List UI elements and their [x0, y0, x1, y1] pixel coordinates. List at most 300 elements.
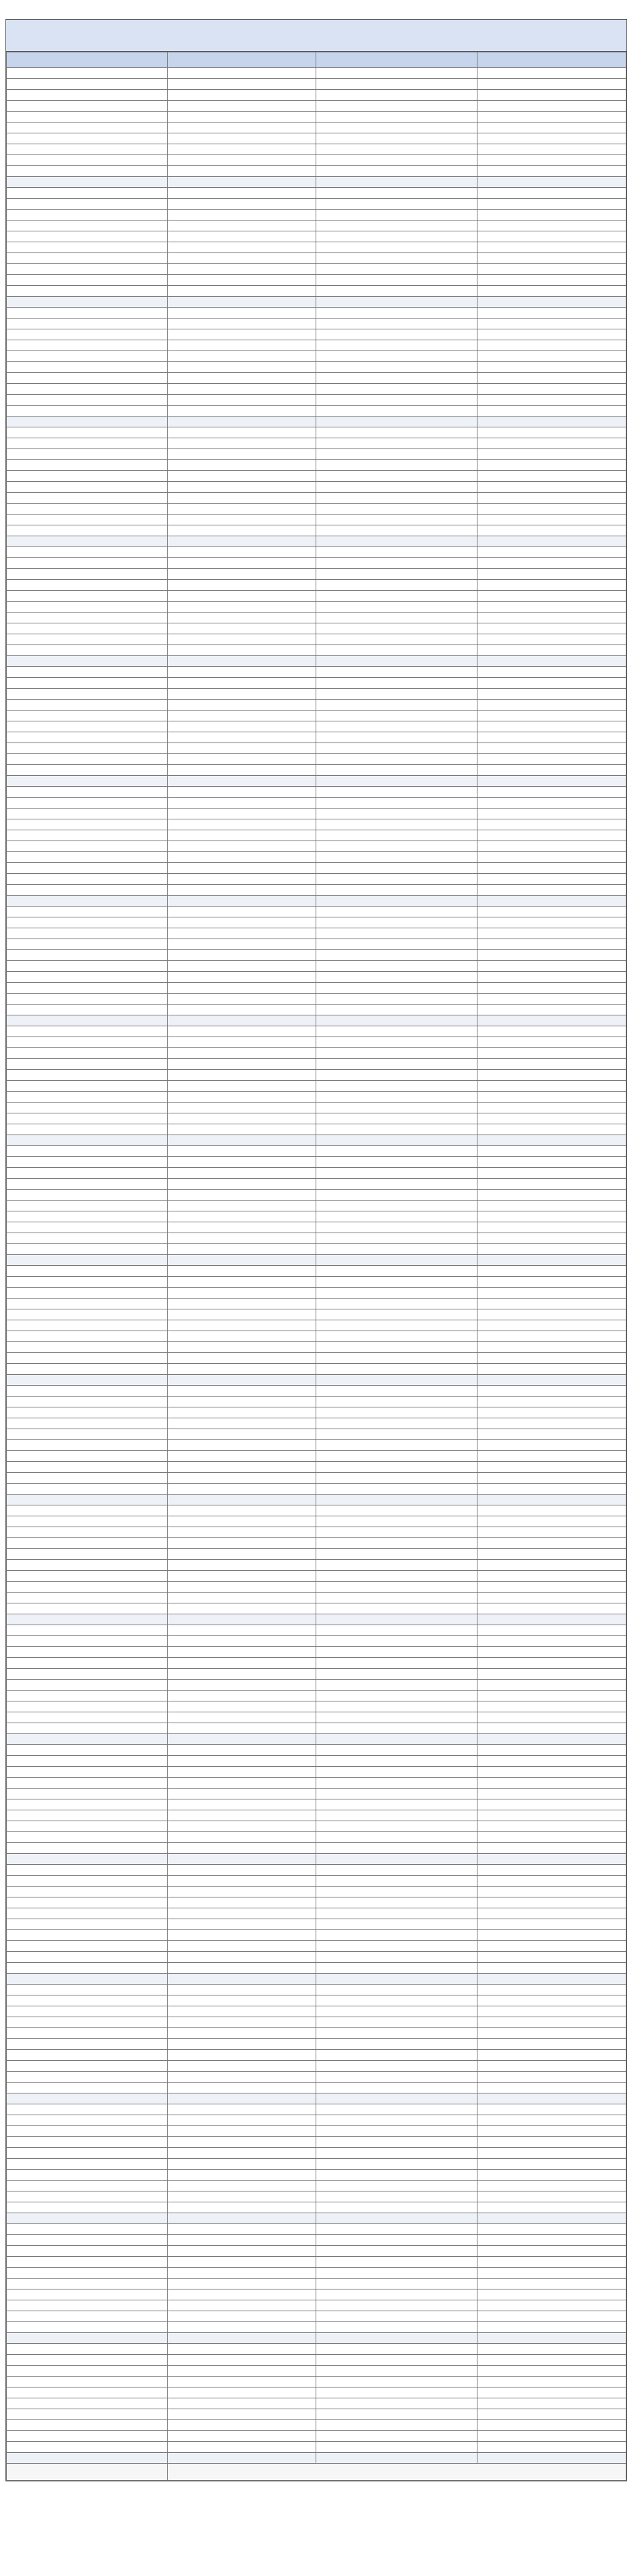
table-cell: [477, 1070, 626, 1081]
table-cell: [167, 101, 316, 112]
table-cell: [316, 2355, 477, 2366]
table-cell: [7, 1375, 168, 1386]
table-cell: [316, 1614, 477, 1625]
table-cell: [477, 1005, 626, 1015]
table-cell: [316, 1124, 477, 1135]
table-cell: [316, 2311, 477, 2322]
table-row: [7, 2202, 626, 2213]
table-cell: [167, 613, 316, 623]
table-cell: [7, 754, 168, 765]
table-cell: [316, 721, 477, 732]
table-cell: [7, 2159, 168, 2170]
table-cell: [477, 2083, 626, 2093]
table-cell: [167, 504, 316, 515]
table-cell: [7, 1407, 168, 1418]
table-row: [7, 2093, 626, 2104]
table-cell: [316, 732, 477, 743]
table-cell: [7, 471, 168, 482]
table-row: [7, 1048, 626, 1059]
table-cell: [477, 1495, 626, 1505]
table-row: [7, 253, 626, 264]
table-cell: [316, 1255, 477, 1266]
table-cell: [316, 1201, 477, 1211]
table-cell: [316, 90, 477, 101]
table-cell: [7, 2377, 168, 2387]
table-cell: [167, 2377, 316, 2387]
table-cell: [167, 928, 316, 939]
table-cell: [477, 667, 626, 678]
table-cell: [477, 1244, 626, 1255]
table-cell: [477, 2409, 626, 2420]
table-row: [7, 188, 626, 199]
table-row: [7, 1364, 626, 1375]
table-cell: [7, 972, 168, 983]
table-cell: [7, 1778, 168, 1789]
table-cell: [7, 2224, 168, 2235]
table-cell: [167, 830, 316, 841]
table-cell: [7, 732, 168, 743]
table-cell: [316, 395, 477, 406]
table-row: [7, 373, 626, 384]
table-cell: [477, 362, 626, 373]
table-row: [7, 1614, 626, 1625]
table-cell: [7, 1691, 168, 1701]
table-row: [7, 2431, 626, 2442]
table-row: [7, 2181, 626, 2191]
table-cell: [477, 1092, 626, 1103]
table-row: [7, 983, 626, 994]
table-cell: [477, 2268, 626, 2279]
table-cell: [477, 1908, 626, 1919]
table-row: [7, 362, 626, 373]
table-cell: [167, 1418, 316, 1429]
table-cell: [316, 1277, 477, 1288]
table-cell: [316, 1157, 477, 1168]
table-row: [7, 329, 626, 340]
table-cell: [7, 2126, 168, 2137]
table-cell: [167, 1636, 316, 1647]
table-cell: [7, 351, 168, 362]
table-cell: [167, 1353, 316, 1364]
table-row: [7, 460, 626, 471]
table-cell: [477, 819, 626, 830]
table-cell: [167, 1222, 316, 1233]
table-row: [7, 656, 626, 667]
table-cell: [316, 2115, 477, 2126]
table-row: [7, 1124, 626, 1135]
table-row: [7, 1233, 626, 1244]
table-cell: [167, 1734, 316, 1745]
table-cell: [477, 406, 626, 417]
table-cell: [477, 1843, 626, 1854]
table-cell: [7, 1745, 168, 1756]
table-cell: [167, 2224, 316, 2235]
table-cell: [316, 525, 477, 536]
table-cell: [316, 1418, 477, 1429]
table-cell: [7, 2409, 168, 2420]
table-cell: [167, 144, 316, 155]
table-cell: [167, 754, 316, 765]
table-cell: [167, 2311, 316, 2322]
table-cell: [316, 961, 477, 972]
table-row: [7, 1658, 626, 1669]
table-row: [7, 798, 626, 809]
table-cell: [316, 1092, 477, 1103]
table-cell: [477, 2148, 626, 2159]
table-cell: [7, 1092, 168, 1103]
table-cell: [477, 874, 626, 885]
table-cell: [7, 1723, 168, 1734]
table-row: [7, 1320, 626, 1331]
table-row: [7, 2257, 626, 2268]
table-cell: [316, 852, 477, 863]
table-cell: [316, 1647, 477, 1658]
table-cell: [167, 417, 316, 427]
table-cell: [7, 1897, 168, 1908]
table-cell: [316, 1320, 477, 1331]
table-row: [7, 1767, 626, 1778]
table-cell: [7, 373, 168, 384]
table-row: [7, 68, 626, 79]
table-cell: [316, 874, 477, 885]
table-cell: [316, 2289, 477, 2300]
table-row: [7, 2159, 626, 2170]
table-cell: [7, 1963, 168, 1974]
table-cell: [316, 2191, 477, 2202]
table-cell: [167, 852, 316, 863]
table-cell: [7, 504, 168, 515]
table-cell: [167, 1070, 316, 1081]
table-cell: [477, 2072, 626, 2083]
table-row: [7, 1081, 626, 1092]
table-cell: [477, 700, 626, 711]
table-row: [7, 1026, 626, 1037]
table-cell: [316, 1309, 477, 1320]
table-row: [7, 2420, 626, 2431]
table-cell: [316, 2409, 477, 2420]
table-row: [7, 2377, 626, 2387]
table-cell: [316, 2268, 477, 2279]
table-cell: [167, 1560, 316, 1571]
table-row: [7, 2028, 626, 2039]
table-cell: [316, 1560, 477, 1571]
table-cell: [477, 1081, 626, 1092]
table-cell: [477, 798, 626, 809]
table-cell: [477, 950, 626, 961]
table-cell: [477, 1789, 626, 1799]
table-cell: [316, 1778, 477, 1789]
table-row: [7, 667, 626, 678]
table-cell: [167, 907, 316, 917]
table-cell: [477, 101, 626, 112]
table-cell: [316, 656, 477, 667]
table-cell: [7, 438, 168, 449]
table-cell: [316, 351, 477, 362]
table-cell: [167, 112, 316, 123]
table-cell: [7, 689, 168, 700]
table-cell: [477, 689, 626, 700]
table-cell: [7, 1625, 168, 1636]
table-cell: [316, 1865, 477, 1876]
table-cell: [7, 896, 168, 907]
table-row: [7, 1734, 626, 1745]
table-cell: [167, 1887, 316, 1897]
table-cell: [167, 1473, 316, 1484]
table-row: [7, 1266, 626, 1277]
table-cell: [167, 2431, 316, 2442]
table-cell: [167, 1233, 316, 1244]
table-row: [7, 1843, 626, 1854]
table-cell: [167, 1288, 316, 1299]
table-cell: [316, 1919, 477, 1930]
table-cell: [316, 1571, 477, 1582]
table-row: [7, 1407, 626, 1418]
table-cell: [477, 1821, 626, 1832]
table-cell: [167, 1103, 316, 1113]
table-row: [7, 536, 626, 547]
table-cell: [167, 1538, 316, 1549]
table-cell: [167, 841, 316, 852]
table-cell: [167, 1092, 316, 1103]
table-cell: [316, 1538, 477, 1549]
table-cell: [477, 2300, 626, 2311]
table-cell: [167, 2159, 316, 2170]
table-cell: [477, 613, 626, 623]
table-cell: [477, 1331, 626, 1342]
table-cell: [7, 1201, 168, 1211]
table-cell: [167, 2115, 316, 2126]
table-cell: [167, 1756, 316, 1767]
table-cell: [7, 874, 168, 885]
table-cell: [316, 1691, 477, 1701]
table-cell: [316, 2235, 477, 2246]
table-cell: [7, 427, 168, 438]
table-cell: [316, 754, 477, 765]
table-cell: [7, 711, 168, 721]
table-cell: [7, 2355, 168, 2366]
table-cell: [167, 1603, 316, 1614]
table-cell: [7, 2061, 168, 2072]
table-cell: [316, 1832, 477, 1843]
table-row: [7, 1603, 626, 1614]
table-row: [7, 1386, 626, 1397]
table-cell: [477, 1887, 626, 1897]
table-row: [7, 819, 626, 830]
table-cell: [167, 2213, 316, 2224]
table-cell: [477, 1397, 626, 1407]
table-cell: [477, 645, 626, 656]
table-row: [7, 689, 626, 700]
table-row: [7, 471, 626, 482]
table-cell: [477, 112, 626, 123]
table-cell: [167, 863, 316, 874]
table-cell: [7, 1037, 168, 1048]
table-cell: [316, 1843, 477, 1854]
table-row: [7, 1756, 626, 1767]
table-cell: [316, 1593, 477, 1603]
table-cell: [477, 438, 626, 449]
table-cell: [477, 340, 626, 351]
table-cell: [477, 1505, 626, 1516]
table-cell: [167, 319, 316, 329]
table-cell: [7, 1320, 168, 1331]
table-row: [7, 275, 626, 286]
table-cell: [167, 798, 316, 809]
table-row: [7, 776, 626, 787]
table-row: [7, 177, 626, 188]
table-cell: [316, 896, 477, 907]
table-row: [7, 2289, 626, 2300]
table-cell: [316, 569, 477, 580]
table-row: [7, 1974, 626, 1985]
table-cell: [167, 133, 316, 144]
table-cell: [7, 1603, 168, 1614]
table-cell: [167, 917, 316, 928]
table-cell: [316, 123, 477, 133]
table-cell: [7, 1876, 168, 1887]
table-cell: [316, 1723, 477, 1734]
table-cell: [477, 1168, 626, 1179]
table-row: [7, 438, 626, 449]
table-row: [7, 79, 626, 90]
table-cell: [167, 602, 316, 613]
table-cell: [167, 2093, 316, 2104]
table-cell: [167, 2268, 316, 2279]
table-cell: [167, 1930, 316, 1941]
table-cell: [477, 329, 626, 340]
table-row: [7, 1342, 626, 1353]
table-cell: [167, 449, 316, 460]
table-row: [7, 634, 626, 645]
table-row: [7, 613, 626, 623]
table-cell: [316, 2300, 477, 2311]
table-cell: [7, 2170, 168, 2181]
table-row: [7, 1484, 626, 1495]
table-cell: [316, 1974, 477, 1985]
table-cell: [167, 286, 316, 297]
table-cell: [7, 2431, 168, 2442]
table-cell: [477, 2224, 626, 2235]
table-cell: [477, 2093, 626, 2104]
table-cell: [7, 2028, 168, 2039]
table-cell: [316, 1549, 477, 1560]
table-cell: [7, 1516, 168, 1527]
table-cell: [477, 1723, 626, 1734]
table-cell: [167, 711, 316, 721]
table-cell: [167, 471, 316, 482]
table-cell: [7, 166, 168, 177]
table-cell: [316, 1669, 477, 1680]
table-cell: [316, 776, 477, 787]
table-cell: [477, 1179, 626, 1190]
table-row: [7, 1429, 626, 1440]
table-cell: [477, 319, 626, 329]
table-row: [7, 1549, 626, 1560]
table-cell: [7, 917, 168, 928]
table-cell: [477, 1963, 626, 1974]
table-cell: [7, 2072, 168, 2083]
header-row: [7, 52, 626, 68]
table-cell: [167, 2257, 316, 2268]
table-row: [7, 1636, 626, 1647]
table-cell: [316, 2159, 477, 2170]
table-cell: [477, 493, 626, 504]
table-cell: [477, 809, 626, 819]
table-cell: [316, 1386, 477, 1397]
table-cell: [477, 896, 626, 907]
table-row: [7, 2148, 626, 2159]
table-cell: [477, 2115, 626, 2126]
table-cell: [316, 2420, 477, 2431]
table-row: [7, 917, 626, 928]
table-cell: [167, 1397, 316, 1407]
table-row: [7, 1277, 626, 1288]
table-cell: [316, 515, 477, 525]
table-cell: [477, 1952, 626, 1963]
table-row: [7, 2409, 626, 2420]
table-cell: [477, 863, 626, 874]
table-cell: [316, 667, 477, 678]
table-cell: [7, 1832, 168, 1843]
table-row: [7, 547, 626, 558]
table-cell: [477, 1353, 626, 1364]
table-cell: [477, 297, 626, 308]
table-cell: [167, 1244, 316, 1255]
table-cell: [477, 1059, 626, 1070]
table-cell: [477, 1636, 626, 1647]
table-cell: [167, 177, 316, 188]
table-row: [7, 1222, 626, 1233]
table-cell: [316, 765, 477, 776]
table-cell: [167, 2420, 316, 2431]
table-cell: [167, 242, 316, 253]
table-cell: [477, 1658, 626, 1669]
table-row: [7, 1789, 626, 1799]
table-cell: [167, 1908, 316, 1919]
table-cell: [167, 1135, 316, 1146]
table-cell: [477, 1897, 626, 1908]
table-row: [7, 515, 626, 525]
table-cell: [316, 2398, 477, 2409]
table-cell: [7, 1473, 168, 1484]
table-cell: [7, 1026, 168, 1037]
table-cell: [167, 1549, 316, 1560]
table-cell: [167, 667, 316, 678]
table-cell: [7, 547, 168, 558]
table-cell: [7, 395, 168, 406]
table-cell: [477, 1941, 626, 1952]
table-cell: [316, 711, 477, 721]
table-cell: [477, 2322, 626, 2333]
table-cell: [477, 2170, 626, 2181]
table-cell: [316, 1462, 477, 1473]
table-cell: [7, 264, 168, 275]
table-cell: [316, 384, 477, 395]
table-cell: [477, 460, 626, 471]
table-cell: [7, 2213, 168, 2224]
table-cell: [477, 351, 626, 362]
table-row: [7, 210, 626, 221]
table-cell: [477, 841, 626, 852]
table-cell: [7, 199, 168, 210]
table-cell: [7, 2268, 168, 2279]
table-cell: [7, 1952, 168, 1963]
table-row: [7, 874, 626, 885]
table-cell: [477, 2104, 626, 2115]
table-cell: [316, 2093, 477, 2104]
table-cell: [316, 1059, 477, 1070]
table-cell: [167, 1309, 316, 1320]
